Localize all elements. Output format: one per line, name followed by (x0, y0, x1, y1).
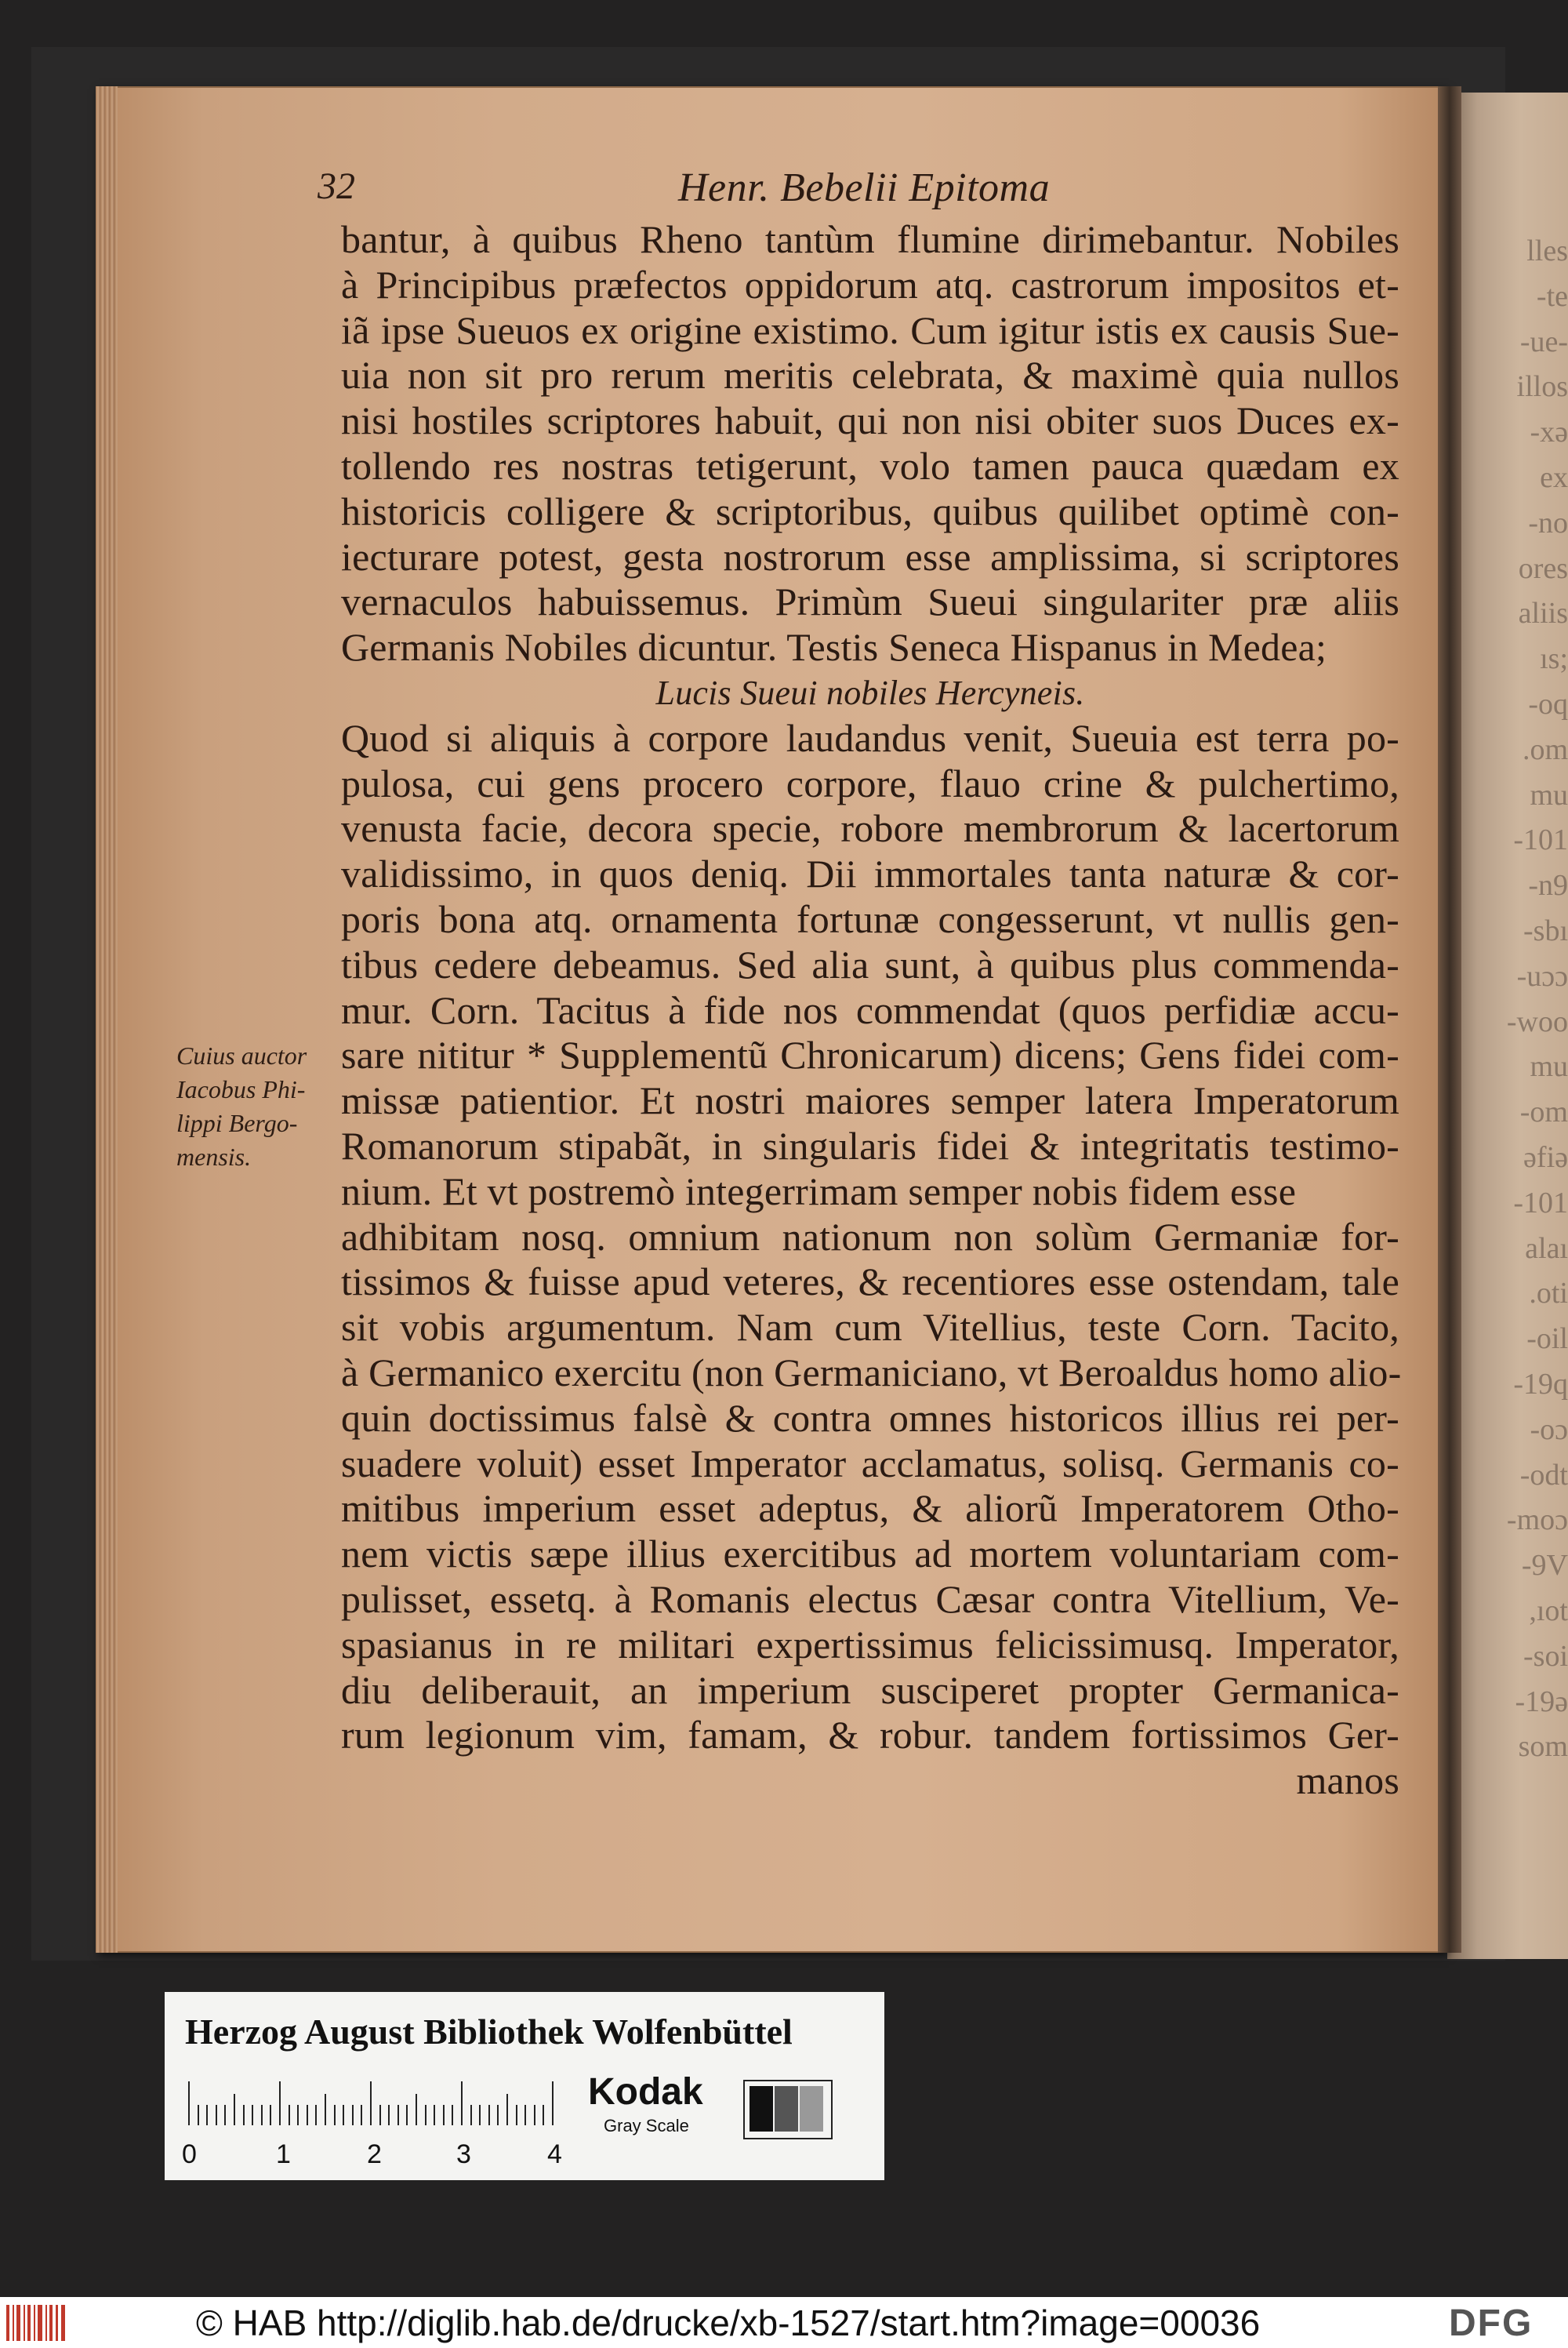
color-target-card (165, 1992, 884, 2180)
kodak-logo: Kodak (588, 2071, 703, 2113)
facing-page-text-fragment: mu (1530, 1050, 1568, 1084)
facing-page-text-fragment: -xə (1530, 416, 1568, 449)
facing-page-text-fragment: -sbı (1523, 914, 1568, 947)
text-line: tollendo res nostras tetigerunt, volo tamen pauca quædam ex (341, 443, 1399, 488)
ruler-tick (397, 2105, 399, 2125)
marginal-note-line: lippi Bergo- (176, 1109, 298, 1137)
ruler-tick (452, 2105, 453, 2125)
facing-page-text-fragment: -ue- (1519, 325, 1568, 358)
ruler-tick (188, 2081, 190, 2125)
facing-page-text-fragment: lles (1526, 234, 1568, 267)
facing-page-text-fragment: aliis (1518, 597, 1568, 631)
ruler-tick (388, 2105, 390, 2125)
ruler-tick (216, 2105, 217, 2125)
text-line: nisi hostiles scriptores habuit, qui non nisi obiter suos Duces ex- (341, 398, 1399, 443)
ruler-tick (488, 2105, 490, 2125)
facing-page-text-fragment: mu (1530, 778, 1568, 812)
facing-page-text-fragment: -soi (1523, 1639, 1568, 1673)
text-line: Germanis Nobiles dicuntur. Testis Seneca Hispanus in Medea; (341, 625, 1327, 670)
facing-page-text-fragment: -odt (1519, 1458, 1568, 1492)
gray-patch-mid (800, 2086, 823, 2132)
text-line: historicis colligere & scriptoribus, quibus quilibet optimè con- (341, 489, 1399, 533)
ruler-tick (534, 2105, 535, 2125)
verse-quotation: Lucis Sueui nobiles Hercyneis. (655, 673, 1085, 712)
ruler-tick (279, 2081, 281, 2125)
text-line: mitibus imperium esset adeptus, & aliorũ Imperatorem Otho- (341, 1486, 1399, 1531)
running-title: Henr. Bebelii Epitoma (678, 165, 1051, 210)
ruler-tick (506, 2094, 508, 2125)
text-line: tibus cedere debeamus. Sed alia sunt, à quibus plus commenda- (341, 942, 1399, 987)
ruler-tick (234, 2094, 235, 2125)
ruler-tick (524, 2105, 526, 2125)
gray-patch-dark (775, 2086, 798, 2132)
ruler-tick (307, 2105, 308, 2125)
facing-page-text-fragment: -oq (1528, 688, 1568, 721)
text-line: nem victis sæpe illius exercitibus ad mortem voluntariam com- (341, 1532, 1399, 1576)
facing-page-text-fragment: -oɔ (1530, 1412, 1568, 1446)
facing-page-text-fragment: ıs; (1540, 642, 1568, 676)
dfg-logo: DFG (1449, 2303, 1534, 2344)
ruler-tick (479, 2105, 481, 2125)
ruler-tick (352, 2105, 354, 2125)
text-line: à Principibus præfectos oppidorum atq. castrorum impositos et- (341, 262, 1399, 307)
copyright-url[interactable]: © HAB http://diglib.hab.de/drucke/xb-1527/start.htm?image=00036 (196, 2303, 1261, 2343)
ruler-tick (370, 2081, 372, 2125)
text-line: manos (1296, 1758, 1399, 1803)
ruler-tick (497, 2105, 499, 2125)
facing-page-text-fragment: -101 (1513, 823, 1568, 857)
ruler-tick (252, 2105, 253, 2125)
ruler-tick (315, 2105, 317, 2125)
text-line: diu deliberauit, an imperium susciperet propter Germanica- (341, 1667, 1399, 1712)
ruler-tick (543, 2105, 544, 2125)
facing-page-text-fragment: -uɔɔ (1516, 959, 1568, 993)
footer-bar (0, 2297, 1568, 2348)
facing-page-text-fragment: -no (1528, 506, 1568, 540)
ruler-tick (325, 2094, 326, 2125)
facing-page-text-fragment: -om (1519, 1096, 1568, 1129)
text-line: nium. Et vt postremò integerrimam semper nobis fidem esse (341, 1169, 1297, 1213)
text-line: venusta facie, decora specie, robore membrorum & lacertorum (341, 806, 1399, 851)
facing-page-text-fragment: illos (1516, 370, 1568, 404)
ruler-tick (243, 2105, 245, 2125)
facing-page-text-fragment: -19ə (1515, 1685, 1568, 1718)
text-line: suadere voluit) esset Imperator acclamatus, solisq. Germanis co- (341, 1441, 1399, 1485)
facing-page-text-fragment: -oil (1526, 1322, 1568, 1356)
text-line: quin doctissimus falsè & contra omnes historicos illius rei per- (341, 1395, 1399, 1440)
ruler-label: 2 (367, 2139, 382, 2169)
facing-page-text-fragment: əfiə (1523, 1141, 1568, 1174)
text-line: à Germanico exercitu (non Germaniciano, vt Beroaldus homo alio- (341, 1350, 1402, 1394)
facing-page-text-fragment: -woo (1506, 1005, 1568, 1038)
ruler-tick (443, 2105, 445, 2125)
text-line: Romanorum stipabãt, in singularis fidei & integritatis testimo- (341, 1123, 1399, 1168)
marginal-note (176, 1039, 333, 1174)
ruler-tick (516, 2105, 517, 2125)
ruler-tick (461, 2081, 463, 2125)
text-line: tissimos & fuisse apud veteres, & recentiores esse ostendam, tale (341, 1259, 1399, 1304)
text-line: uia non sit pro rerum meritis celebrata, & maximè quia nullos (341, 353, 1399, 398)
ruler-tick (470, 2105, 472, 2125)
marginal-note-line: Cuius auctor (176, 1041, 307, 1070)
ruler-tick (434, 2105, 435, 2125)
ruler-tick (552, 2081, 554, 2125)
text-line: missæ patientior. Et nostri maiores semper latera Imperatorum (341, 1078, 1399, 1123)
facing-page-text-fragment: -19q (1513, 1368, 1568, 1401)
marginal-note-line: mensis. (176, 1143, 252, 1171)
text-line: rum legionum vim, famam, & robur. tandem fortissimos Ger- (341, 1713, 1399, 1757)
page-stack-edge (96, 86, 118, 1953)
ruler-label: 4 (547, 2139, 562, 2169)
facing-page-text-fragment: -moɔ (1506, 1503, 1568, 1537)
ruler-tick (361, 2105, 362, 2125)
text-line: sare nititur * Supplementũ Chronicarum) dicens; Gens fidei com- (341, 1033, 1399, 1078)
ruler-tick (416, 2094, 417, 2125)
facing-page-text-fragment: alaı (1525, 1231, 1568, 1265)
barcode-icon (6, 2305, 67, 2341)
facing-page-fragment (1447, 93, 1568, 1959)
ruler-tick (297, 2105, 299, 2125)
facing-page-text-fragment: -101 (1513, 1186, 1568, 1219)
facing-page-text-fragment: ,ıot (1529, 1594, 1568, 1627)
book-gutter (1438, 86, 1461, 1953)
text-line: mur. Corn. Tacitus à fide nos commendat (quos perfidiæ accu- (341, 987, 1399, 1032)
facing-page-text-fragment: -te (1536, 279, 1568, 313)
text-line: iecturare potest, gesta nostrorum esse amplissima, si scriptores (341, 534, 1399, 579)
text-line: poris bona atq. ornamenta fortunæ congesserunt, vt nullis gen- (341, 896, 1399, 941)
facing-page-text-fragment: -9V (1521, 1549, 1568, 1583)
ruler-label: 3 (456, 2139, 471, 2169)
ruler-label: 1 (276, 2139, 291, 2169)
facing-page-text-fragment: .oti (1529, 1277, 1568, 1310)
ruler-tick (224, 2105, 226, 2125)
text-line: sit vobis argumentum. Nam cum Vitellius, teste Corn. Tacito, (341, 1305, 1399, 1350)
ruler-tick (379, 2105, 381, 2125)
ruler-tick (261, 2105, 263, 2125)
ruler-tick (406, 2105, 408, 2125)
text-line: validissimo, in quos deniq. Dii immortales tanta naturæ & cor- (341, 852, 1399, 896)
marginal-note-line: Iacobus Phi- (176, 1075, 306, 1103)
ruler-tick (206, 2105, 208, 2125)
facing-page-text-fragment: som (1518, 1730, 1568, 1764)
ruler-tick (425, 2105, 426, 2125)
ruler-tick (270, 2105, 271, 2125)
text-line: pulosa, cui gens procero corpore, flauo crine & pulchertimo, (341, 761, 1399, 805)
page-header (318, 165, 1399, 212)
measurement-ruler (188, 2078, 588, 2125)
main-text-block (341, 217, 1402, 1804)
facing-page-text-fragment: ores (1518, 551, 1568, 585)
text-line: spasianus in re militari expertissimus felicissimusq. Imperator, (341, 1622, 1399, 1666)
text-line: iã ipse Sueuos ex origine existimo. Cum igitur istis ex causis Sue- (341, 307, 1399, 352)
facing-page-text-fragment: -n9 (1528, 869, 1568, 903)
ruler-tick (289, 2105, 290, 2125)
page-number: 32 (318, 165, 355, 207)
text-line: pulisset, essetq. à Romanis electus Cæsar contra Vitellium, Ve- (341, 1576, 1399, 1621)
facing-page-text-fragment: .om (1522, 732, 1568, 766)
ruler-tick (343, 2105, 344, 2125)
gray-scale-patches (743, 2080, 833, 2139)
text-line: adhibitam nosq. omnium nationum non solùm Germaniæ for- (341, 1214, 1399, 1259)
library-title: Herzog August Bibliothek Wolfenbüttel (185, 2012, 793, 2052)
gray-patch-black (750, 2086, 773, 2132)
text-line: Quod si aliquis à corpore laudandus venit, Sueuia est terra po- (341, 715, 1399, 760)
gray-scale-label: Gray Scale (604, 2116, 689, 2135)
text-line: vernaculos habuissemus. Primùm Sueui singulariter præ aliis (341, 580, 1399, 624)
ruler-label: 0 (182, 2139, 197, 2169)
ruler-tick (198, 2105, 199, 2125)
text-line: bantur, à quibus Rheno tantùm flumine dirimebantur. Nobiles (341, 217, 1399, 261)
ruler-tick (334, 2105, 336, 2125)
facing-page-text-fragment: ex (1540, 461, 1568, 494)
